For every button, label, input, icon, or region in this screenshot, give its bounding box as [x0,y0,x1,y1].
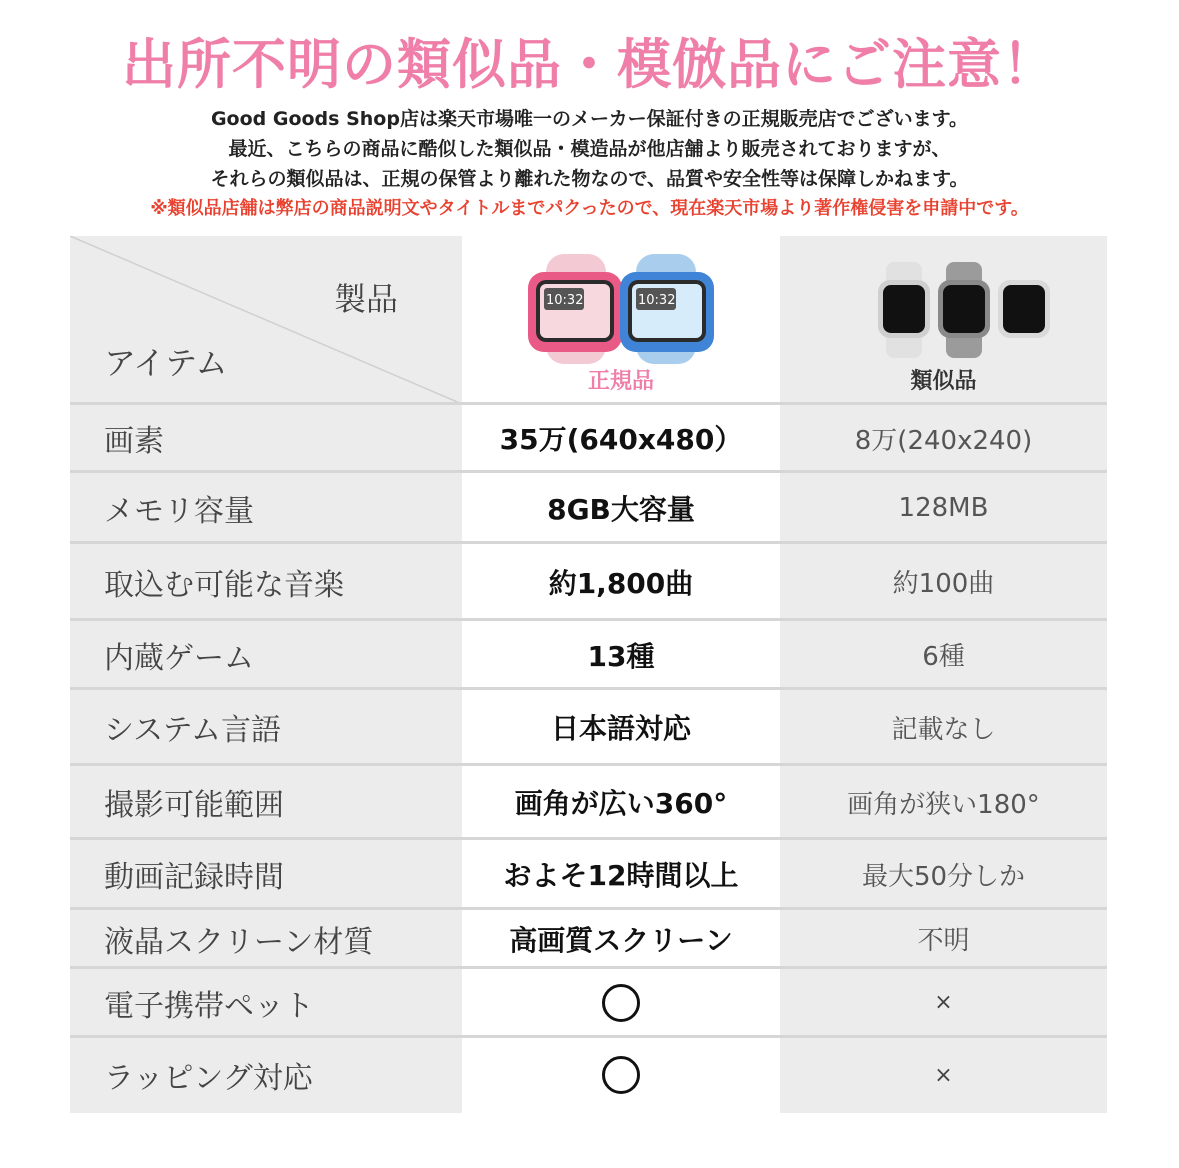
intro-line-3: それらの類似品は、正規の保管より離れた物なので、品質や安全性等は保障しかねます。 [210,168,969,190]
row-label: 内蔵ゲーム [104,640,254,676]
similar-value: 約100曲 [892,569,995,599]
row-label: 液晶スクリーン材質 [104,924,374,960]
row-label: メモリ容量 [104,493,254,529]
row-label: システム言語 [104,713,281,748]
blue-watch-time: 10:32 [638,293,676,308]
cross-icon: × [934,1062,953,1088]
row-label: 電子携帯ペット [104,988,314,1024]
pink-watch-time: 10:32 [546,293,584,308]
similar-value: 最大50分しか [861,861,1026,892]
similar-value: 画角が狭い180° [847,789,1040,820]
similar-value [780,968,1107,1037]
genuine-value: 35万(640x480） [499,423,743,456]
genuine-value: 高画質スクリーン [509,923,733,957]
row-label: 撮影可能範囲 [104,788,284,823]
similar-value: 記載なし [891,714,996,745]
page-title: 出所不明の類似品・模倣品にご注意！ [122,33,1057,96]
header-item-label: アイテム [104,344,228,382]
circle-icon [602,1056,640,1094]
header-product-label: 製品 [334,280,399,318]
genuine-value [462,1037,780,1113]
genuine-value [462,968,780,1037]
row-label: 取込む可能な音楽 [104,567,344,603]
comparison-table [70,236,1107,1113]
kids-smartwatch-pink-blue-icon [528,254,714,364]
intro-line-1: Good Goods Shop店は楽天市場唯一のメーカー保証付きの正規販売店でございます。 [210,108,969,130]
smartwatch-gray-trio-icon [876,262,1052,358]
genuine-value: 8GB大容量 [547,492,695,526]
cross-icon: × [934,990,953,1015]
genuine-value: およそ12時間以上 [503,859,739,892]
row-label: ラッピング対応 [104,1061,313,1096]
similar-value [780,1037,1107,1113]
intro-text [0,104,1179,224]
similar-value: 6種 [922,642,965,672]
similar-value: 8万(240x240) [854,425,1033,456]
genuine-value: 13種 [587,639,655,673]
circle-icon [602,984,640,1022]
row-label: 画素 [104,424,164,459]
genuine-value: 画角が広い360° [514,787,728,820]
row-label: 動画記録時間 [104,860,284,895]
similar-column-header: 類似品 [910,369,977,394]
intro-line-2: 最近、こちらの商品に酷似した類似品・模造品が他店舗より販売されておりますが、 [228,138,951,160]
genuine-value: 日本語対応 [550,712,691,745]
genuine-value: 約1,800曲 [548,566,694,600]
genuine-column-header: 正規品 [587,369,654,394]
similar-value: 128MB [898,492,989,523]
warning-note: ※類似品店舗は弊店の商品説明文やタイトルまでパクったので、現在楽天市場より著作権侵害を申請中です。 [150,198,1029,219]
similar-value: 不明 [917,926,970,956]
